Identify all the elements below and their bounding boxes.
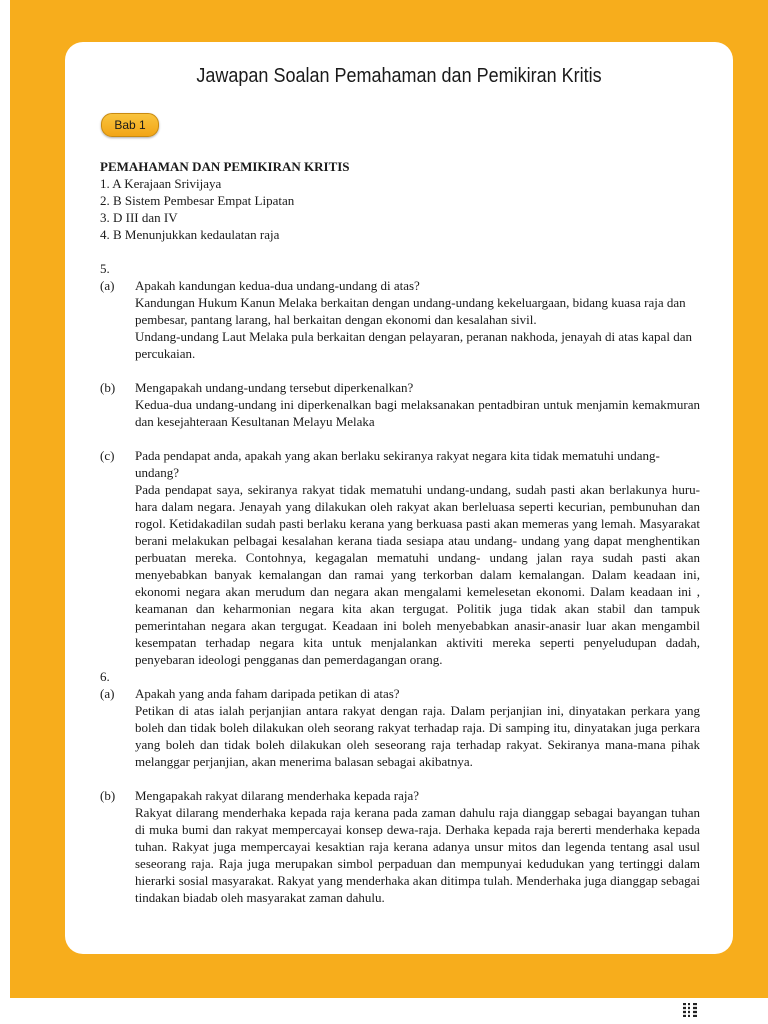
- question-6-number: 6.: [100, 669, 110, 684]
- question-5a-label: (a): [100, 278, 115, 293]
- chapter-badge: Bab 1: [101, 113, 159, 137]
- answer-6a: Petikan di atas ialah perjanjian antara rakyat dengan raja. Dalam perjanjian ini, dinyatakan perkara yang boleh dan tidak boleh dilakukan oleh seorang rakyat terhadap raja. Di samping itu, dinyatakan juga perkara yang boleh dan tidak boleh dilakukan oleh seseorang raja terhadap rakyat. Sekiranya mana-mana pihak melanggar perjanjian, akan menerima balasan sebagai akibatnya.: [135, 703, 700, 769]
- mcq-answer-1: 1. A Kerajaan Srivijaya: [100, 176, 222, 191]
- question-5b-label: (b): [100, 380, 116, 395]
- answer-5a-part-2: Undang-undang Laut Melaka pula berkaitan dengan pelayaran, peranan nakhoda, jenayah di atas kapal dan percukaian.: [135, 329, 692, 361]
- question-5b: [100, 379, 700, 430]
- question-5a: [100, 277, 700, 362]
- question-5c: [100, 447, 700, 668]
- answer-6b: Rakyat dilarang menderhaka kepada raja kerana pada zaman dahulu raja dianggap sebagai bayangan tuhan di muka bumi dan rakyat mempercayai konsep dewa-raja. Derhaka kepada raja bererti menderhaka kepada tuhan. Rakyat juga mempercayai kesaktian raja kerana adanya unsur mitos dan legenda tentang asal usul seseorang raja. Raja juga merupakan simbol perpaduan dan mempunyai kedudukan yang tertinggi dalam hierarki sosial masyarakat. Rakyat yang menderhaka akan ditimpa tulah. Menderhaka juga dianggap sebagai tindakan biadab oleh masyarakat zaman dahulu.: [135, 805, 700, 905]
- question-6b-text: Mengapakah rakyat dilarang menderhaka kepada raja?: [135, 788, 420, 803]
- mcq-answer-4: 4. B Menunjukkan kedaulatan raja: [100, 227, 280, 242]
- question-6a-label: (a): [100, 686, 115, 701]
- question-5b-text: Mengapakah undang-undang tersebut diperkenalkan?: [135, 380, 414, 395]
- question-5-number: 5.: [100, 261, 110, 276]
- page-title: Jawapan Soalan Pemahaman dan Pemikiran Kritis: [196, 65, 602, 87]
- question-6b: [100, 787, 700, 906]
- page-frame: [10, 0, 768, 998]
- question-5c-label: (c): [100, 448, 115, 463]
- mcq-answer-2: 2. B Sistem Pembesar Empat Lipatan: [100, 193, 295, 208]
- answer-5a-part-1: Kandungan Hukum Kanun Melaka berkaitan dengan undang-undang kekeluargaan, bidang kuasa raja dan pembesar, pantang larang, hal berkaitan dengan ekonomi dan kesalahan sivil.: [135, 295, 686, 327]
- question-6b-label: (b): [100, 788, 116, 803]
- mcq-answer-3: 3. D III dan IV: [100, 210, 178, 225]
- question-5a-text: Apakah kandungan kedua-dua undang-undang di atas?: [135, 278, 420, 293]
- answer-5b: Kedua-dua undang-undang ini diperkenalkan bagi melaksanakan pentadbiran untuk menjamin kemakmuran dan kesejahteraan Kesultanan Melayu Melaka: [135, 397, 700, 429]
- question-6a-text: Apakah yang anda faham daripada petikan di atas?: [135, 686, 400, 701]
- section-heading: PEMAHAMAN DAN PEMIKIRAN KRITIS: [100, 159, 350, 174]
- answer-content: [100, 158, 700, 906]
- qr-code-icon: [683, 1003, 697, 1017]
- question-6a: [100, 685, 700, 770]
- answer-5c: Pada pendapat saya, sekiranya rakyat tidak mematuhi undang-undang, sudah pasti akan berlakunya huru-hara dalam negara. Jenayah yang dilakukan oleh rakyat akan berleluasa seperti kecurian, pembunuhan dan rogol. Ketidakadilan sudah pasti berlaku kerana yang berkuasa pasti akan memeras yang lemah. Masyarakat berani melakukan pelbagai kesalahan kerana tiada sesiapa atau undang- undang yang dapat menghentikan perbuatan mereka. Contohnya, kegagalan mematuhi undang- undang jalan raya sudah pasti akan menyebabkan banyak kemalangan dan ramai yang terkorban dalam kemalangan. Dalam keadaan ini, ekonomi negara akan merudum dan negara akan mengalami kemelesetan ekonomi. Dalam keadaan ini , keamanan dan keharmonian negara kita akan tergugat. Politik juga tidak akan stabil dan tampuk pemerintahan negara akan tergugat. Keadaan ini boleh menyebabkan anasir-anasir luar akan mengambil kesempatan terhadap negara kita untuk menjalankan aktiviti mereka seperti penyeludupan dadah, penyebaran ideologi pengganas dan pemerdagangan orang.: [135, 482, 700, 667]
- question-5c-text: Pada pendapat anda, apakah yang akan berlaku sekiranya rakyat negara kita tidak mematuhi undang-undang?: [135, 448, 660, 480]
- answer-card: [65, 42, 733, 954]
